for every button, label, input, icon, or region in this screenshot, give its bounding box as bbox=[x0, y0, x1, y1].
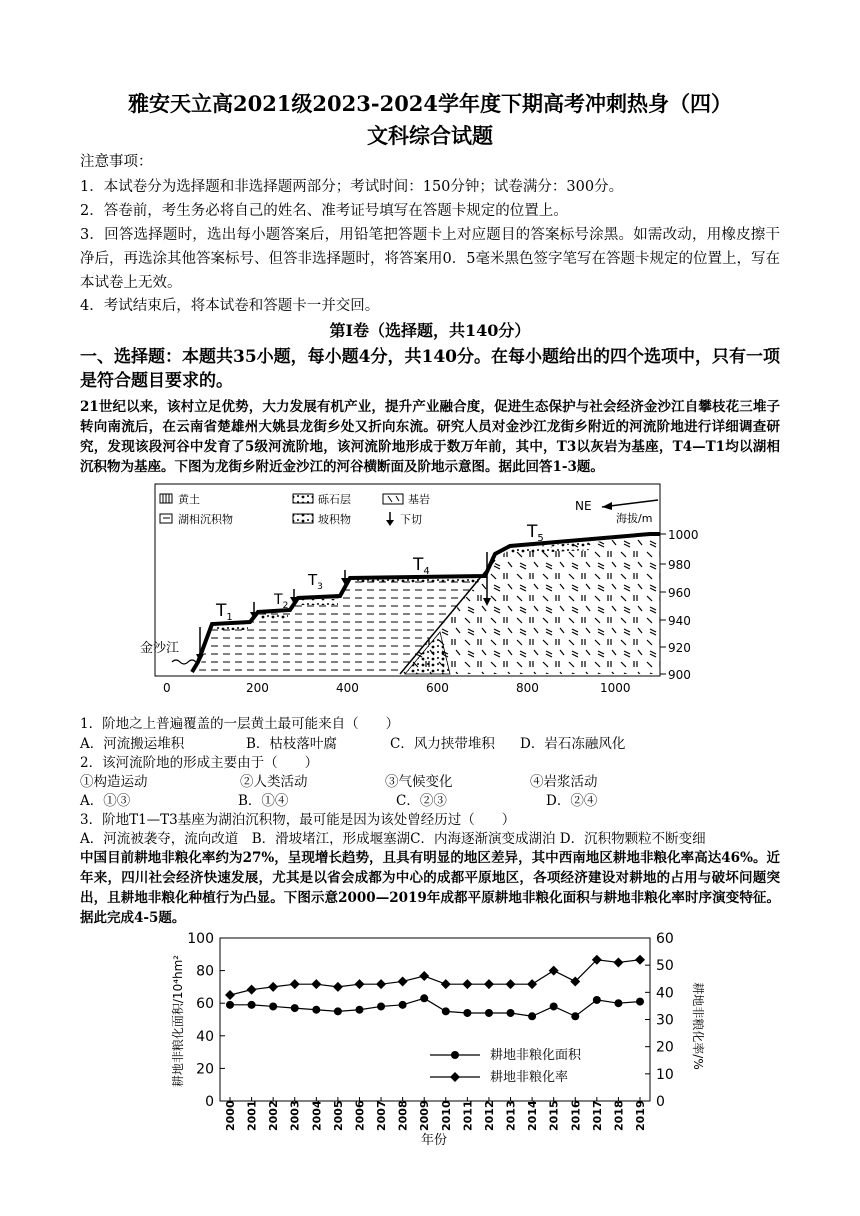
x-tick-label: 600 bbox=[426, 681, 449, 695]
data-point-area bbox=[507, 1009, 515, 1017]
legend-gravel: 砾石层 bbox=[318, 493, 351, 506]
x-tick-label: 400 bbox=[336, 681, 359, 695]
x-axis-label: 年份 bbox=[420, 1133, 448, 1148]
y-tick-label: 920 bbox=[668, 641, 691, 655]
x-tick-label: 800 bbox=[516, 681, 539, 695]
data-point-area bbox=[269, 1002, 277, 1010]
y-right-tick-label: 60 bbox=[656, 931, 674, 947]
data-point-rate bbox=[290, 979, 300, 989]
x-tick-label: 2016 bbox=[569, 1100, 583, 1131]
y-right-tick-label: 50 bbox=[656, 958, 674, 975]
x-tick-label: 2002 bbox=[267, 1100, 281, 1131]
cultivated-land-chart bbox=[160, 926, 720, 1150]
x-tick-label: 2003 bbox=[288, 1100, 302, 1131]
y-left-tick-label: 80 bbox=[196, 963, 214, 980]
terrace-label-t4: $T_4$ bbox=[413, 555, 430, 577]
notice-heading: 注意事项： bbox=[80, 154, 153, 170]
terrace-label-t2: $T_2$ bbox=[274, 592, 289, 611]
data-point-area bbox=[485, 1009, 493, 1017]
x-tick-label: 2012 bbox=[482, 1100, 496, 1131]
q2-option-a: A．①③ bbox=[80, 793, 131, 809]
legend-circle-marker-icon bbox=[451, 1051, 459, 1059]
q2-item-2: ②人类活动 bbox=[240, 774, 308, 790]
data-point-rate bbox=[247, 985, 257, 995]
notice-item-2: 2．答卷前，考生务必将自己的姓名、准考证号填写在答题卡规定的位置上。 bbox=[80, 203, 568, 219]
x-tick-label: 1000 bbox=[600, 681, 631, 695]
y-right-tick-label: 40 bbox=[656, 985, 674, 1002]
q1-option-d: D．岩石冻融风化 bbox=[520, 736, 626, 752]
q2-item-1: ①构造运动 bbox=[80, 774, 148, 790]
data-point-rate bbox=[506, 979, 516, 989]
data-point-area bbox=[593, 996, 601, 1004]
q1-stem: 1．阶地之上普遍覆盖的一层黄土最可能来自（ ） bbox=[80, 716, 400, 732]
y-left-tick-label: 100 bbox=[187, 931, 214, 947]
q2-option-c: C．②③ bbox=[396, 793, 447, 809]
section-title: 第Ⅰ卷（选择题，共140分） bbox=[329, 321, 531, 340]
elevation-unit-label: 海拔/m bbox=[616, 512, 653, 525]
y-right-tick-label: 0 bbox=[656, 1094, 665, 1110]
direction-arrow-icon bbox=[602, 500, 658, 510]
data-point-area bbox=[614, 999, 622, 1007]
y-left-tick-label: 0 bbox=[205, 1094, 214, 1110]
q2-option-d: D．②④ bbox=[546, 793, 598, 809]
section-instruction: 一、选择题：本题共35小题，每小题4分，共140分。在每小题给出的四个选项中，只有一项是符合题目要求的。 bbox=[80, 347, 780, 391]
y-axis-right-label: 耕地非粮化率/% bbox=[691, 982, 705, 1070]
data-point-area bbox=[248, 1001, 256, 1009]
x-tick-label: 2014 bbox=[526, 1100, 540, 1131]
data-point-area bbox=[355, 1006, 363, 1014]
y-axis-right bbox=[660, 528, 699, 682]
data-point-rate bbox=[225, 990, 235, 1000]
x-tick-label: 2004 bbox=[310, 1100, 324, 1131]
data-point-area bbox=[291, 1004, 299, 1012]
data-point-area bbox=[399, 1001, 407, 1009]
q2-item-3: ③气候变化 bbox=[385, 774, 453, 790]
data-point-area bbox=[463, 1009, 471, 1017]
terrace-diagram bbox=[140, 482, 710, 698]
y-tick-label: 980 bbox=[668, 558, 691, 572]
data-point-rate bbox=[527, 979, 537, 989]
x-tick-label: 2009 bbox=[418, 1100, 432, 1131]
river-label: 金沙江 bbox=[140, 641, 180, 656]
x-axis-bottom bbox=[163, 681, 631, 695]
notice-item-4: 4．考试结束后，将本试卷和答题卡一并交回。 bbox=[80, 298, 380, 314]
notice-item-1: 1．本试卷分为选择题和非选择题两部分；考试时间：150分钟；试卷满分：300分。 bbox=[80, 179, 624, 195]
data-point-area bbox=[442, 1007, 450, 1015]
y-left-tick-label: 40 bbox=[196, 1028, 214, 1045]
x-tick-label: 2017 bbox=[590, 1100, 604, 1131]
terrace-label-t5: $T_5$ bbox=[527, 522, 544, 544]
x-tick-label: 2008 bbox=[396, 1100, 410, 1131]
data-point-rate bbox=[441, 979, 451, 989]
terrace-label-t3: $T_3$ bbox=[308, 571, 323, 592]
y-right-tick-label: 30 bbox=[656, 1012, 674, 1029]
notice-item-3: 3．回答选择题时，选出每小题答案后，用铅笔把答题卡上对应题目的答案标号涂黑。如需改动，用橡皮擦干净后，再选涂其他答案标号、但答非选择题时，将答案用0．5毫米黑色签字笔写在答题卡规定的位置上，写在本试卷上无效。 bbox=[80, 227, 780, 291]
data-point-rate bbox=[419, 971, 429, 981]
y-left-tick-label: 60 bbox=[196, 996, 214, 1013]
data-point-rate bbox=[635, 955, 645, 965]
x-tick-label: 2018 bbox=[612, 1100, 626, 1131]
data-point-area bbox=[636, 998, 644, 1006]
y-right-tick-label: 20 bbox=[656, 1039, 674, 1056]
legend-rate: 耕地非粮化率 bbox=[490, 1070, 569, 1085]
x-tick-label: 2007 bbox=[375, 1100, 389, 1131]
q2-option-b: B．①④ bbox=[238, 793, 289, 809]
terrace-label-t1: $T_1$ bbox=[216, 601, 233, 623]
data-point-area bbox=[571, 1012, 579, 1020]
exam-subtitle: 文科综合试题 bbox=[367, 123, 493, 148]
y-tick-label: 1000 bbox=[668, 528, 699, 542]
legend-bedrock: 基岩 bbox=[408, 493, 430, 506]
downcut-arrow-icon bbox=[386, 512, 394, 526]
y-tick-label: 900 bbox=[668, 668, 691, 682]
x-tick-label: 2006 bbox=[353, 1100, 367, 1131]
data-point-rate bbox=[549, 966, 559, 976]
data-point-rate bbox=[613, 957, 623, 967]
data-point-rate bbox=[354, 979, 364, 989]
y-axis-left-label: 耕地非粮化面积/10⁴hm² bbox=[171, 954, 185, 1088]
series-line-2 bbox=[230, 960, 640, 995]
passage-2: 中国目前耕地非粮化率约为27%，呈现增长趋势，且具有明显的地区差异，其中西南地区耕地非粮化率高达46%。近年来，四川社会经济快速发展，尤其是以省会成都为中心的成都平原地区，各项经济建设对耕地的占用与破坏问题突出，且耕地非粮化种植行为凸显。下图示意2000—2019年成都平原耕地非粮化面积与耕地非粮化率时序演变特征。据此完成4-5题。 bbox=[80, 850, 780, 926]
data-point-area bbox=[377, 1002, 385, 1010]
legend-diamond-marker-icon bbox=[450, 1072, 460, 1082]
passage-1: 21世纪以来，该村立足优势，大力发展有机产业，提升产业融合度，促进生态保护与社会经济金沙江自攀枝花三堆子转向南流后，在云南省楚雄州大姚县龙街乡处又折向东流。研究人员对金沙江龙街乡附近的河流阶地进行详细调查研究，发现该段河谷中发育了5级河流阶地，该河流阶地形成于数万年前，其中，T3以灰岩为基座，T4—T1均以湖相沉积物为基座。下图为龙街乡附近金沙江的河谷横断面及阶地示意图。据此回答1-3题。 bbox=[80, 399, 780, 475]
chart-legend bbox=[430, 1047, 582, 1085]
legend-colluvium: 坡积物 bbox=[318, 513, 351, 526]
exam-title: 雅安天立高2021级2023-2024学年度下期高考冲刺热身（四） bbox=[127, 91, 733, 116]
data-point-rate bbox=[333, 982, 343, 992]
y-right-tick-label: 10 bbox=[656, 1066, 674, 1083]
data-point-area bbox=[420, 994, 428, 1002]
q2-stem: 2．该河流阶地的形成主要由于（ ） bbox=[80, 755, 319, 771]
data-point-rate bbox=[311, 979, 321, 989]
x-tick-label: 2011 bbox=[461, 1100, 475, 1131]
x-tick-label: 2015 bbox=[547, 1100, 561, 1131]
x-tick-label: 2001 bbox=[245, 1100, 259, 1131]
x-tick-label: 2000 bbox=[224, 1100, 237, 1131]
data-point-area bbox=[312, 1006, 320, 1014]
data-point-rate bbox=[376, 979, 386, 989]
y-left-tick-label: 20 bbox=[196, 1061, 214, 1078]
data-point-area bbox=[226, 1001, 234, 1009]
x-tick-label: 2010 bbox=[439, 1100, 453, 1131]
y-tick-label: 960 bbox=[668, 586, 691, 600]
x-tick-label: 2019 bbox=[634, 1100, 647, 1131]
q1-option-b: B．枯枝落叶腐 bbox=[246, 736, 337, 752]
x-tick-label: 2013 bbox=[504, 1100, 518, 1131]
x-tick-label: 200 bbox=[246, 681, 269, 695]
data-point-area bbox=[528, 1012, 536, 1020]
direction-label: NE bbox=[575, 499, 592, 513]
q3-stem: 3．阶地T1—T3基座为湖泊沉积物，最可能是因为该处曾经历过（ ） bbox=[80, 812, 516, 828]
legend-lacustrine: 湖相沉积物 bbox=[178, 513, 233, 526]
data-point-area bbox=[550, 1002, 558, 1010]
x-tick-label: 2005 bbox=[331, 1100, 345, 1131]
q1-option-c: C．风力挟带堆积 bbox=[390, 736, 495, 752]
river-water-icon bbox=[172, 660, 196, 664]
data-point-area bbox=[334, 1007, 342, 1015]
legend-area: 耕地非粮化面积 bbox=[490, 1048, 582, 1063]
y-tick-label: 940 bbox=[668, 614, 691, 628]
data-point-rate bbox=[484, 979, 494, 989]
legend-downcut: 下切 bbox=[400, 513, 422, 526]
x-tick-label: 0 bbox=[163, 681, 171, 695]
q1-option-a: A．河流搬运堆积 bbox=[80, 736, 185, 752]
q3-options: A．河流被袭夺，流向改道 B．滑坡堵江，形成堰塞湖C．内海逐渐演变成湖泊 D．沉积物颗粒不断变细 bbox=[80, 831, 706, 847]
data-point-rate bbox=[398, 976, 408, 986]
q2-item-4: ④岩浆活动 bbox=[530, 774, 598, 790]
legend-loess: 黄土 bbox=[178, 493, 200, 506]
data-point-rate bbox=[462, 979, 472, 989]
data-point-rate bbox=[268, 982, 278, 992]
